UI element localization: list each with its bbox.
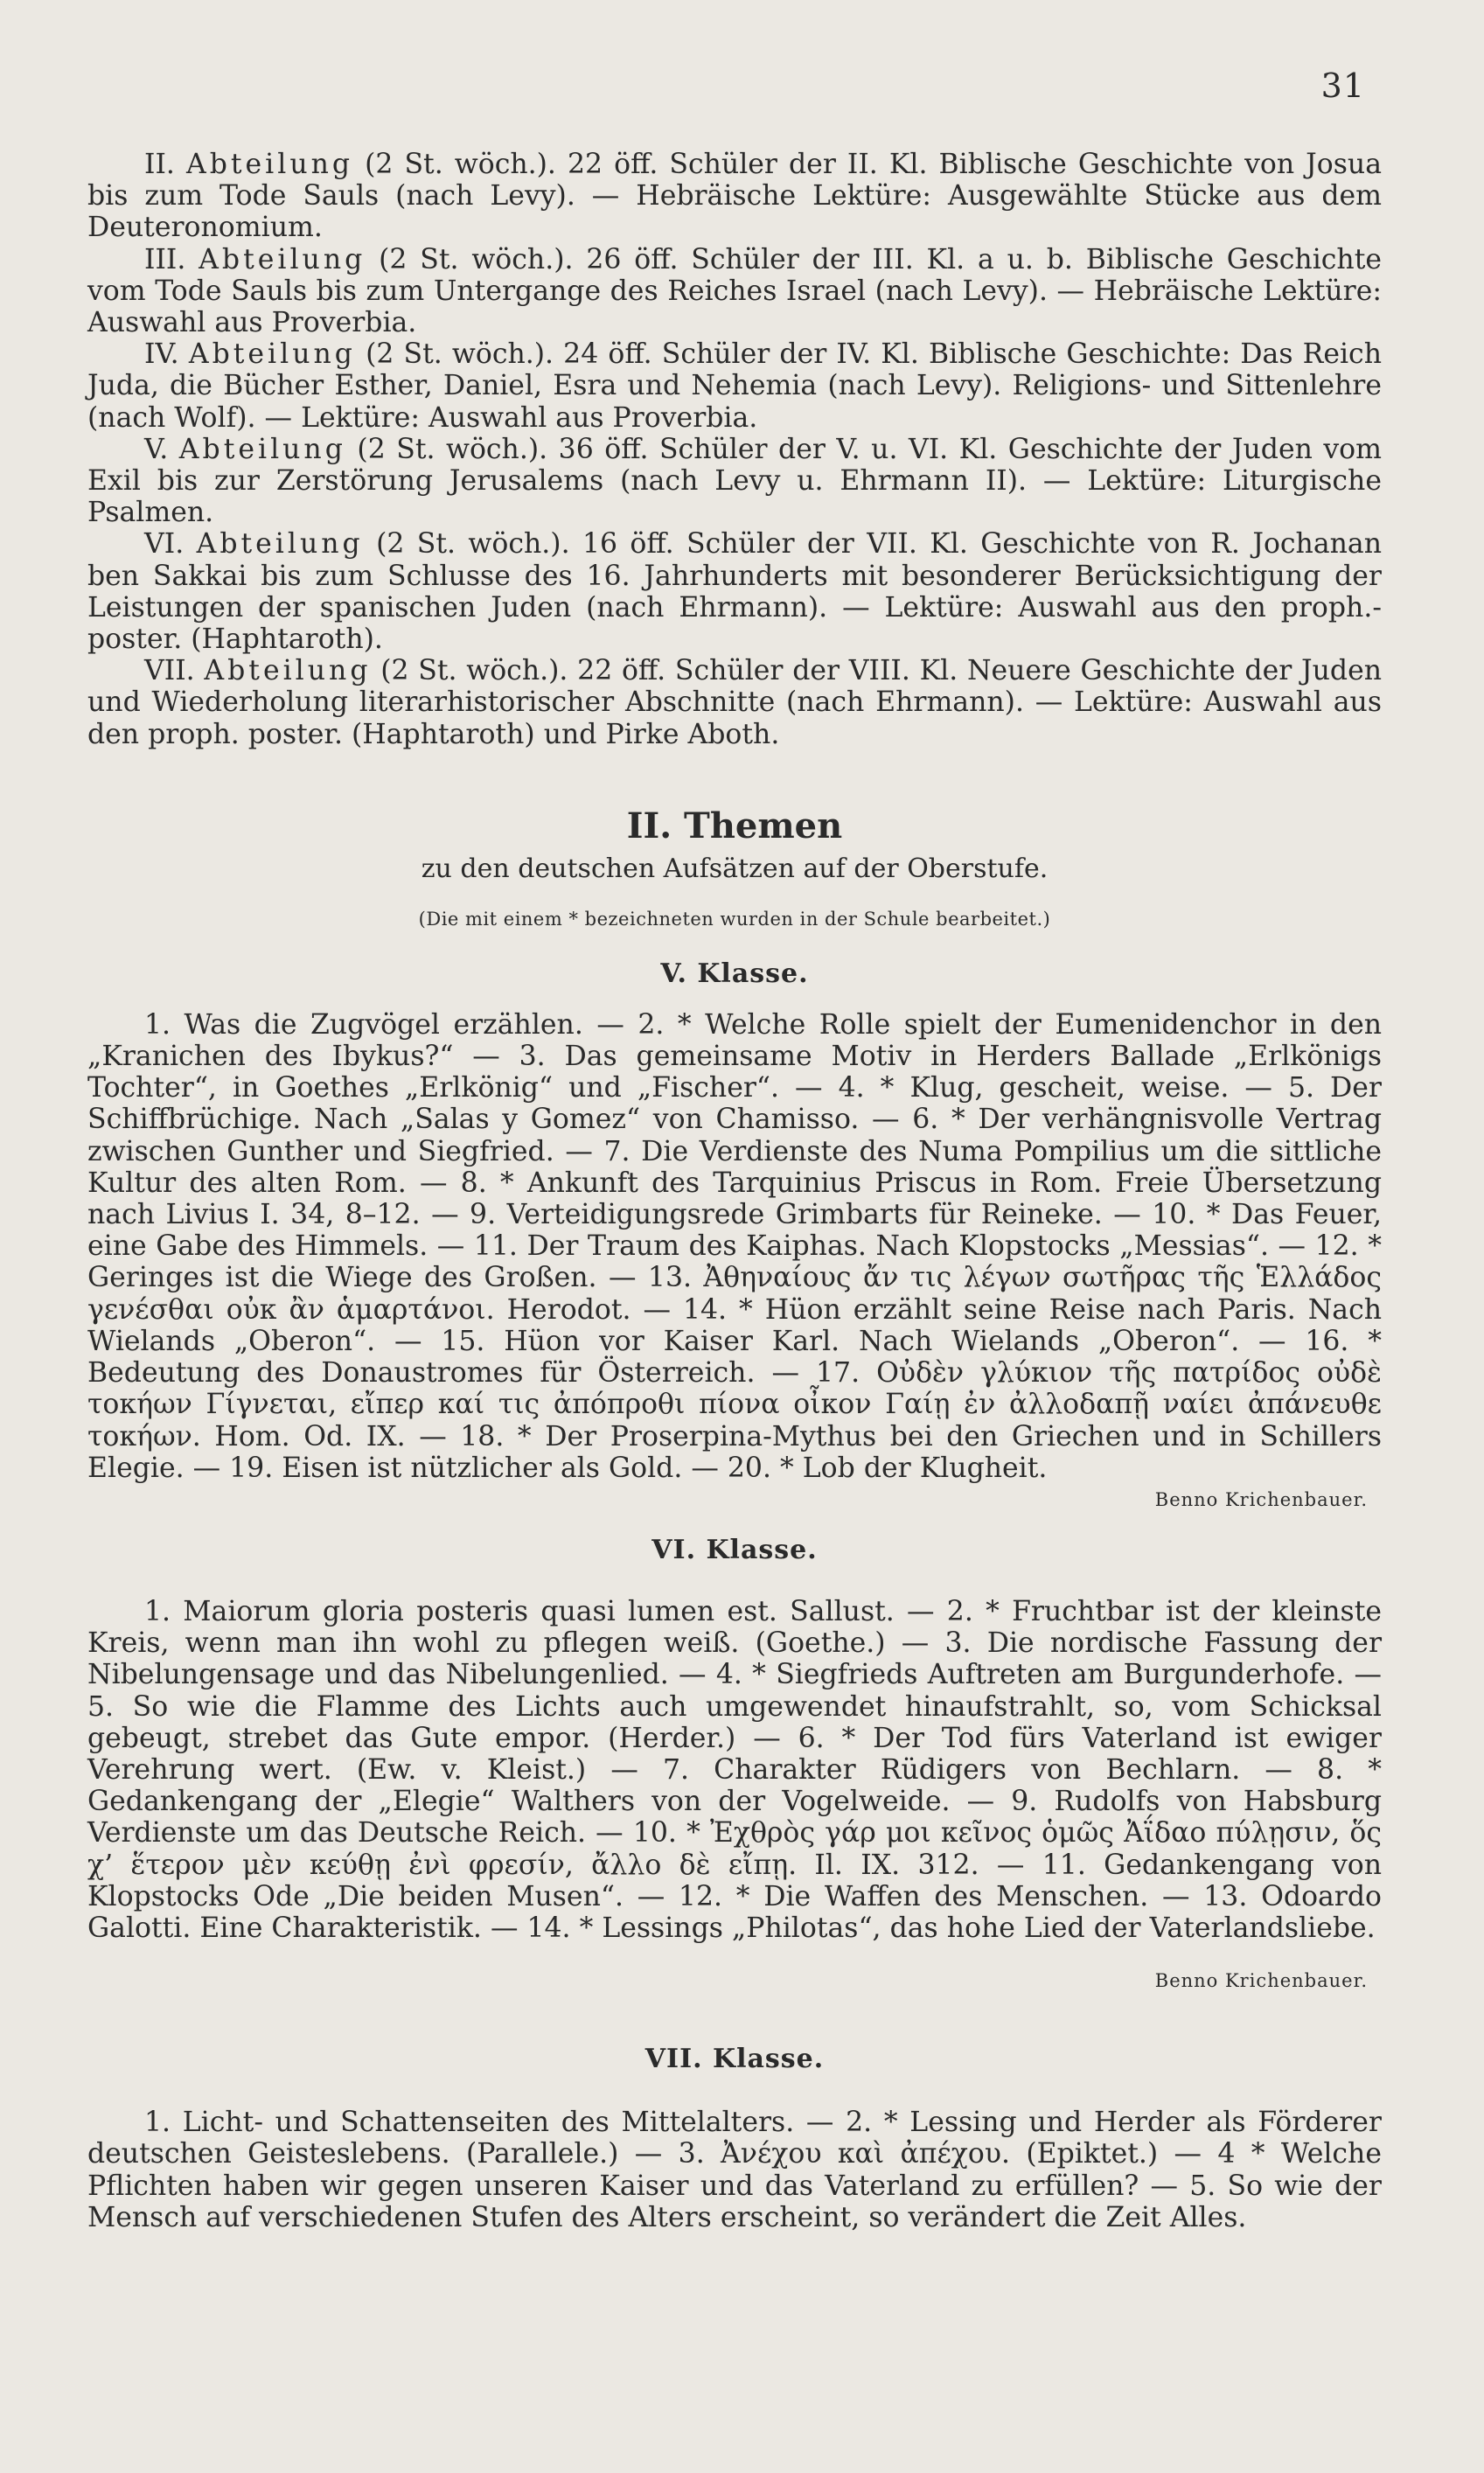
klasse-vii-themes: 1. Licht- und Schattenseiten des Mittelalters. — 2. * Lessing und Herder als Förderer deutschen Geisteslebens. (Parallele.) — 3. Ἀνέχου καὶ ἀπέχου. (Epiktet.) — 4 * Welche Pflichten haben wir gegen unseren Kaiser und das Vaterland zu erfüllen? — 5. So wie der Mensch auf verschiedenen Stufen des Alters erscheint, so verändert die Zeit Alles.: [87, 2107, 1382, 2233]
klasse-vi-themes: 1. Maiorum gloria posteris quasi lumen est. Sallust. — 2. * Fruchtbar ist der kleinste Kreis, wenn man ihn wohl zu pflegen weiß. (Goethe.) — 3. Die nordische Fassung der Nibelungensage und das Nibelungenlied. — 4. * Siegfrieds Auftreten am Burgunderhofe. — 5. So wie die Flamme des Lichts auch umgewendet hinaufstrahlt, so, vom Schicksal gebeugt, strebet das Gute empor. (Herder.) — 6. * Der Tod fürs Vaterland ist ewiger Verehrung wert. (Ew. v. Kleist.) — 7. Charakter Rüdigers von Bechlarn. — 8. * Gedankengang der „Elegie“ Walthers von der Vogelweide. — 9. Rudolfs von Habsburg Verdienste um das Deutsche Reich. — 10. * Ἐχθρὸς γάρ μοι κεῖνος ὁμῶς Ἀΐδαο πύλῃσιν, ὅς χ’ ἕτερον μὲν κεύθῃ ἐνὶ φρεσίν, ἄλλο δὲ εἴπῃ. Il. IX. 312. — 11. Gedankengang von Klopstocks Ode „Die beiden Musen“. — 12. * Die Waffen des Menschen. — 13. Odoardo Galotti. Eine Charakteristik. — 14. * Lessings „Philotas“, das hohe Lied der Vaterlandsliebe.: [87, 1595, 1382, 1944]
abteilung-paragraph: II. Abteilung (2 St. wöch.). 22 öff. Schüler der II. Kl. Biblische Geschichte von Josua bis zum Tode Sauls (nach Levy). — Hebräische Lektüre: Ausgewählte Stücke aus dem Deuteronomium.: [87, 149, 1382, 244]
abteilung-paragraph: V. Abteilung (2 St. wöch.). 36 öff. Schüler der V. u. VI. Kl. Geschichte der Juden vom Exil bis zur Zerstörung Jerusalems (nach Levy u. Ehrmann II). — Lektüre: Liturgische Psalmen.: [87, 433, 1383, 529]
section-note: (Die mit einem * bezeichneten wurden in der Schule bearbeitet.): [418, 908, 1051, 930]
abteilung-paragraph: VII. Abteilung (2 St. wöch.). 22 öff. Schüler der VIII. Kl. Neuere Geschichte der Juden und Wiederholung literarhistorischer Abschnitte (nach Ehrmann). — Lektüre: Auswahl aus den proph. poster. (Haphtaroth) und Pirke Aboth.: [87, 655, 1383, 750]
abteilung-paragraph: III. Abteilung (2 St. wöch.). 26 öff. Schüler der III. Kl. a u. b. Biblische Geschichte vom Tode Sauls bis zum Untergange des Reiches Israel (nach Levy). — Hebräische Lektüre: Auswahl aus Proverbia.: [87, 243, 1382, 339]
klasse-vi-heading: VI. Klasse.: [651, 1534, 818, 1565]
klasse-vi-signature: Benno Krichenbauer.: [1154, 1970, 1368, 1992]
klasse-v-heading: V. Klasse.: [660, 958, 809, 989]
section-title: II. Themen: [626, 805, 843, 846]
section-subtitle: zu den deutschen Aufsätzen auf der Oberstufe.: [421, 853, 1049, 884]
klasse-v-themes: 1. Was die Zugvögel erzählen. — 2. * Welche Rolle spielt der Eumenidenchor in den „Kranichen des Ibykus?“ — 3. Das gemeinsame Motiv in Herders Ballade „Erlkönigs Tochter“, in Goethes „Erlkönig“ und „Fischer“. — 4. * Klug, gescheit, weise. — 5. Der Schiffbrüchige. Nach „Salas y Gomez“ von Chamisso. — 6. * Der verhängnisvolle Vertrag zwischen Gunther und Siegfried. — 7. Die Verdienste des Numa Pompilius um die sittliche Kultur des alten Rom. — 8. * Ankunft des Tarquinius Priscus in Rom. Freie Übersetzung nach Livius I. 34, 8–12. — 9. Verteidigungsrede Grimbarts für Reineke. — 10. * Das Feuer, eine Gabe des Himmels. — 11. Der Traum des Kaiphas. Nach Klopstocks „Messias“. — 12. * Geringes ist die Wiege des Großen. — 13. Ἀθηναίους ἄν τις λέγων σωτῆρας τῆς Ἑλλάδος γενέσθαι οὐκ ἂν ἁμαρτάνοι. Herodot. — 14. * Hüon erzählt seine Reise nach Paris. Nach Wielands „Oberon“. — 15. Hüon vor Kaiser Karl. Nach Wielands „Oberon“. — 16. * Bedeutung des Donaustromes für Österreich. — 17. Οὐδὲν γλύκιον τῆς πατρίδος οὐδὲ τοκήων Γίγνεται, εἴπερ καί τις ἀπόπροθι πίονα οἶκον Γαίῃ ἐν ἀλλοδαπῇ ναίει ἀπάνευθε τοκήων. Hom. Od. IX. — 18. * Der Proserpina-Mythus bei den Griechen und in Schillers Elegie. — 19. Eisen ist nützlicher als Gold. — 20. * Lob der Klugheit.: [87, 1008, 1382, 1484]
page-number: 31: [1320, 66, 1365, 105]
abteilung-paragraph: IV. Abteilung (2 St. wöch.). 24 öff. Schüler der IV. Kl. Biblische Geschichte: Das Reich Juda, die Bücher Esther, Daniel, Esra und Nehemia (nach Levy). Religions- und Sittenlehre (nach Wolf). — Lektüre: Auswahl aus Proverbia.: [87, 338, 1382, 434]
abteilung-paragraph: VI. Abteilung (2 St. wöch.). 16 öff. Schüler der VII. Kl. Geschichte von R. Jochanan ben Sakkai bis zum Schlusse des 16. Jahrhunderts mit besonderer Berücksichtigung der Leistungen der spanischen Juden (nach Ehrmann). — Lektüre: Auswahl aus den proph.-poster. (Haphtaroth).: [87, 528, 1382, 656]
klasse-v-signature: Benno Krichenbauer.: [1154, 1488, 1368, 1510]
abteilung-list: [87, 149, 1382, 750]
klasse-vii-heading: VII. Klasse.: [644, 2044, 825, 2075]
page-content: [87, 149, 1382, 2233]
